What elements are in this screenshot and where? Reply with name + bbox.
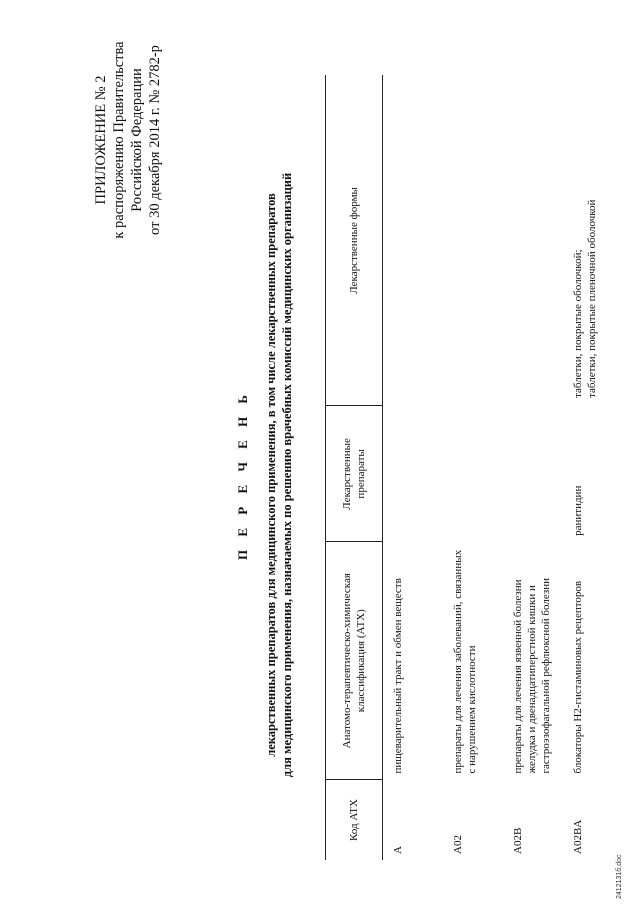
row-drug <box>383 406 444 542</box>
heading-subtitle-2: для медицинского применения, назначаемых по решению врачебных комиссий медицинских организаций <box>280 172 294 778</box>
table-header-row <box>326 75 383 860</box>
row-forms <box>383 75 444 406</box>
table-row <box>443 75 503 860</box>
document-id-footer: 2412131б.doc <box>616 854 623 899</box>
row-forms <box>443 75 503 406</box>
row-drug: ранитидин <box>572 485 584 536</box>
header-classification <box>326 542 383 780</box>
heading-subtitle-1: лекарственных препаратов для медицинского применения, в том числе лекарственных препаратов <box>264 193 278 757</box>
document-heading <box>235 85 295 865</box>
appendix-title: ПРИЛОЖЕНИЕ № 2 <box>93 75 109 205</box>
form-line: таблетки, покрытые оболочкой; <box>572 249 584 398</box>
table-row <box>563 75 623 860</box>
row-forms <box>563 75 623 406</box>
classification-line: препараты для лечения язвенной болезни <box>512 579 524 774</box>
form-line: таблетки, покрытые пленочной оболочкой <box>586 199 598 398</box>
appendix-date: от 30 декабря 2014 г. № 2782-р <box>147 45 163 235</box>
appendix-line: Российской Федерации <box>129 68 145 212</box>
row-drug <box>443 406 503 542</box>
row-code: A02 <box>452 835 464 854</box>
row-classification <box>443 542 503 780</box>
header-forms: Лекарственные формы <box>326 75 383 406</box>
row-code: A <box>392 846 404 854</box>
header-drugs-line: препараты <box>355 449 367 499</box>
classification-line: пищеварительный тракт и обмен веществ <box>392 578 404 774</box>
classification-line: гастроэзофагальной рефлюксной болезни <box>540 577 552 774</box>
header-classification-line: Анатомо-терапевтическо-химическая <box>341 573 353 749</box>
row-code: A02B <box>512 827 524 854</box>
classification-line: препараты для лечения заболеваний, связанных <box>452 549 464 774</box>
header-drugs-line: Лекарственные <box>341 438 353 510</box>
classification-line: желудка и двенадцатиперстной кишки и <box>526 585 538 774</box>
header-code: Код АТХ <box>326 780 383 861</box>
header-classification-line: классификация (АТХ) <box>355 609 367 713</box>
table-row <box>383 75 444 860</box>
drug-list-table <box>325 75 623 860</box>
classification-line: блокаторы Н2-гистаминовых рецепторов <box>572 580 584 774</box>
row-drug <box>503 406 563 542</box>
header-drugs <box>326 406 383 542</box>
row-classification <box>383 542 444 780</box>
classification-line: с нарушением кислотности <box>466 645 478 774</box>
row-classification <box>503 542 563 780</box>
heading-word: П Е Р Е Ч Е Н Ь <box>235 389 250 561</box>
row-classification <box>563 542 623 780</box>
appendix-line: к распоряжению Правительства <box>111 41 127 239</box>
table-row <box>503 75 563 860</box>
row-forms <box>503 75 563 406</box>
appendix-block <box>92 25 164 255</box>
row-code: A02BA <box>572 819 584 854</box>
